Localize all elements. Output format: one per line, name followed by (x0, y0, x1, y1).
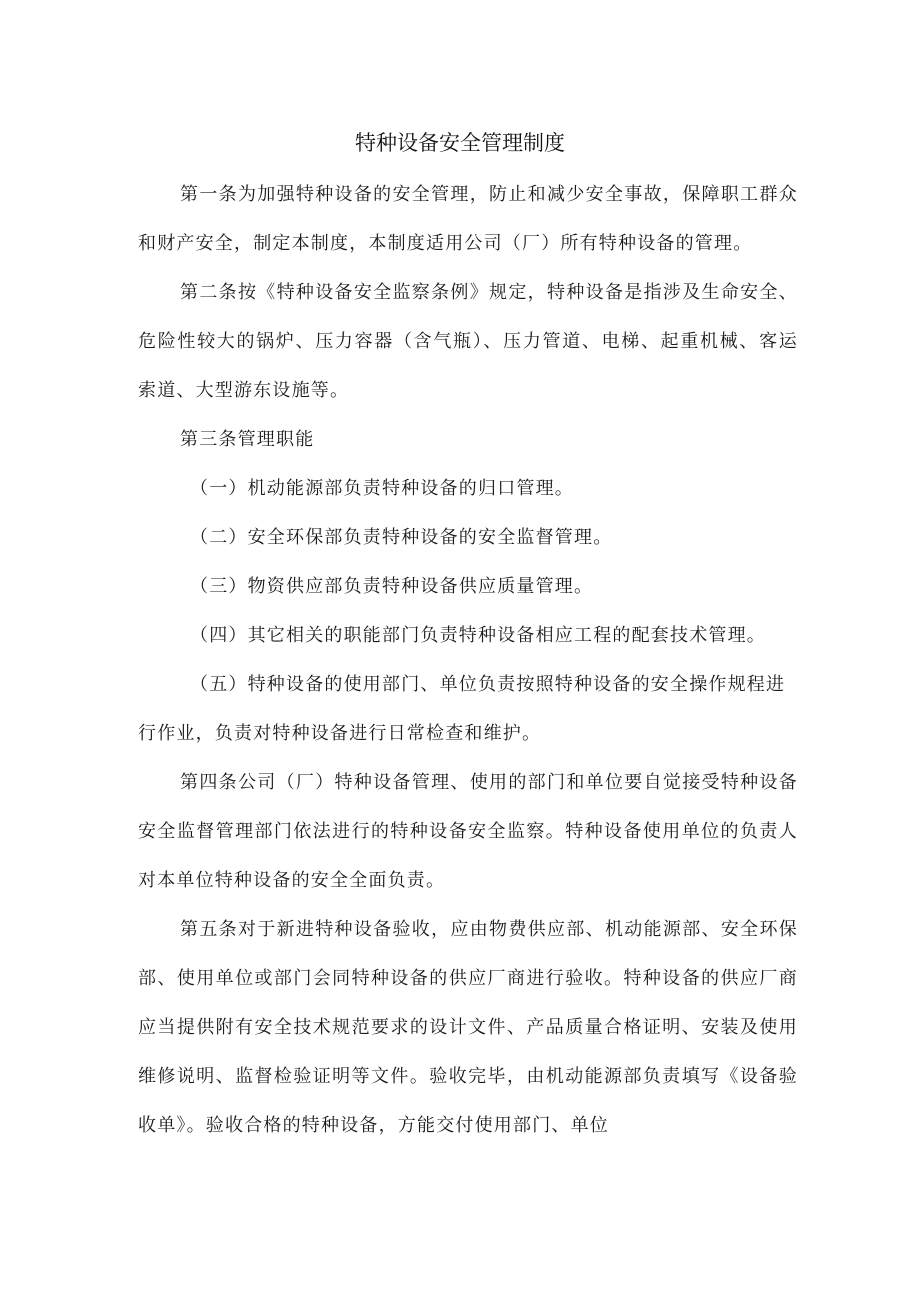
document-body (138, 170, 798, 1150)
article-2: 第二条按《特种设备安全监察条例》规定，特种设备是指涉及生命安全、危险性较大的锅炉、压力容器（含气瓶）、压力管道、电梯、起重机械、客运索道、大型游东设施等。 (138, 282, 798, 401)
article-3-item-4: （四）其它相关的职能部门负责特种设备相应工程的配套技术管理。 (190, 625, 766, 646)
article-3-item-5: （五）特种设备的使用部门、单位负责按照特种设备的安全操作规程进行作业，负责对特种设备进行日常检查和维护。 (138, 674, 786, 744)
article-3-heading: 第三条管理职能 (180, 429, 315, 450)
document-title: 特种设备安全管理制度 (355, 131, 565, 155)
article-5: 第五条对于新进特种设备验收，应由物费供应部、机动能源部、安全环保部、使用单位或部门会同特种设备的供应厂商进行验收。特种设备的供应厂商应当提供附有安全技术规范要求的设计文件、产品质量合格证明、安装及使用维修说明、监督检验证明等文件。验收完毕，由机动能源部负责填写《设备验收单》。验收合格的特种设备，方能交付使用部门、单位 (138, 919, 798, 1136)
article-4: 第四条公司（厂）特种设备管理、使用的部门和单位要自觉接受特种设备安全监督管理部门依法进行的特种设备安全监察。特种设备使用单位的负责人对本单位特种设备的安全全面负责。 (138, 772, 798, 891)
article-1: 第一条为加强特种设备的安全管理，防止和减少安全事故，保障职工群众和财产安全，制定本制度，本制度适用公司（厂）所有特种设备的管理。 (138, 184, 798, 254)
article-3-item-2: （二）安全环保部负责特种设备的安全监督管理。 (190, 527, 613, 548)
article-3-item-1: （一）机动能源部负责特种设备的归口管理。 (190, 478, 574, 499)
article-3-item-3: （三）物资供应部负责特种设备供应质量管理。 (190, 576, 594, 597)
